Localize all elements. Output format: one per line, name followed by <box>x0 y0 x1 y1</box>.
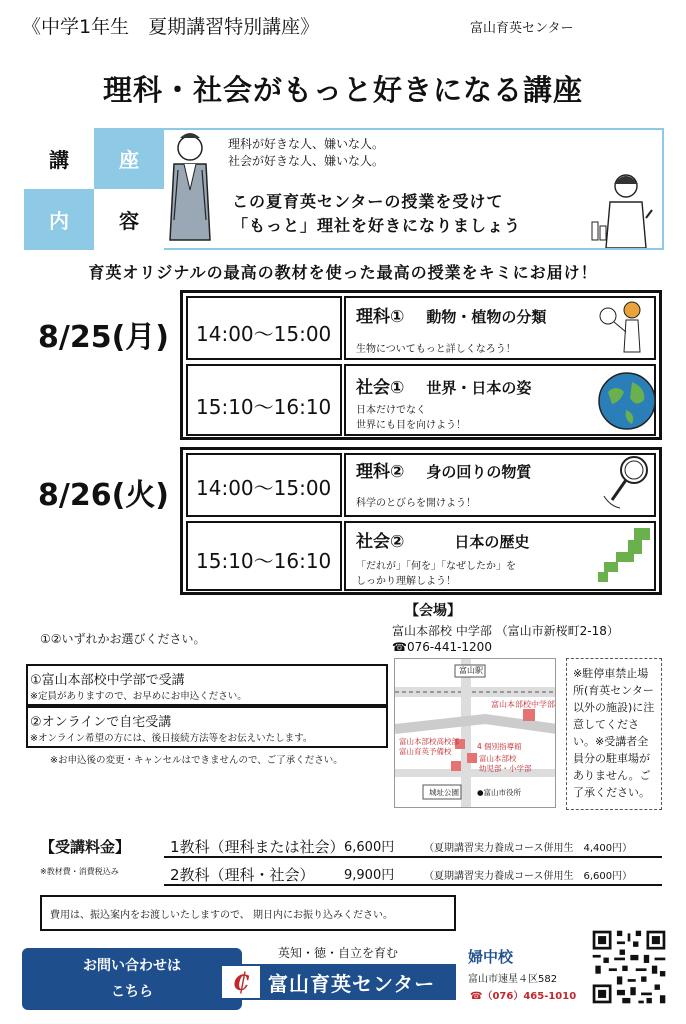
date-day1: 8/25(月) <box>38 320 170 355</box>
description: 生物についてもっと詳しくなろう！ <box>356 344 516 355</box>
cancel-note: ※お申込後の変更・キャンセルはできませんので、ご了承ください。 <box>50 755 343 766</box>
venue-address: 富山本部校 中学部 （富山市新桜町2-18） <box>392 624 619 638</box>
parking-note: ※駐停車禁止場所(育英センター以外の施設)に注意してください。※受講者全員分の駐車場がありません。ご了承ください。 <box>566 658 662 810</box>
qr-code-icon[interactable] <box>590 928 668 1006</box>
description: 科学のとびらを開けよう！ <box>356 498 476 509</box>
venue-phone: ☎076-441-1200 <box>392 640 492 654</box>
scientist-illustration <box>588 170 660 248</box>
course-message: この夏育英センターの授業を受けて 「もっと」理社を好きになりましょう <box>232 192 522 235</box>
branch-address: 富山市速星４区582 <box>468 974 558 985</box>
fee-heading: 【受講料金】 <box>40 838 131 856</box>
field-researcher-icon <box>598 298 652 358</box>
time-slot: 15:10～16:10 <box>196 549 332 573</box>
branch-name: 婦中校 <box>468 948 514 966</box>
venue-map <box>394 658 556 808</box>
subject: 社会① 世界・日本の姿 <box>356 378 532 398</box>
fee-row: 1教科（理科または社会） 6,600円 （夏期講習実力養成コース併用生 4,400円） <box>164 832 662 858</box>
course-content-label <box>24 128 164 250</box>
program-name: 《中学1年生 夏期講習特別講座》 <box>22 16 320 38</box>
tagline: 育英オリジナルの最高の教材を使った最高の授業をキミにお届け！ <box>88 263 598 282</box>
label-char: 講 <box>24 128 94 189</box>
fee-tax-note: ※教材費・消費税込み <box>40 867 119 876</box>
subject: 理科① 動物・植物の分類 <box>356 307 547 327</box>
japan-map-icon <box>596 524 658 586</box>
intro-text: 理科が好きな人、嫌いな人。 社会が好きな人、嫌いな人。 <box>228 137 385 168</box>
time-slot: 14:00～15:00 <box>196 322 332 346</box>
map-roads <box>395 659 556 808</box>
label-char: 座 <box>94 128 164 189</box>
map-prep-school: 富山本部校高校部 富山育英予備校 <box>399 737 459 756</box>
branch-phone: ☎（076）465-1010 <box>470 991 577 1002</box>
choose-instruction: ①②いずれかお選びください。 <box>40 632 206 646</box>
option-online: ②オンラインで自宅受講 ※オンライン希望の方には、後日接続方法等をお伝えいたします。 <box>26 706 388 748</box>
description: 「だれが」「何を」「なぜしたか」を しっかり理解しよう！ <box>356 561 516 587</box>
time-slot: 15:10～16:10 <box>196 395 332 419</box>
teacher-illustration <box>160 130 222 248</box>
label-char: 内 <box>24 189 94 250</box>
map-elementary: 富山本部校 幼児部・小学部 <box>479 754 532 773</box>
time-slot: 14:00～15:00 <box>196 476 332 500</box>
date-day2: 8/26(火) <box>38 478 170 513</box>
map-park: 城址公園 <box>429 788 459 797</box>
description: 日本だけでなく 世界にも目を向けよう！ <box>356 405 466 431</box>
contact-button[interactable]: お問い合わせは こちら <box>22 948 242 1010</box>
subject: 理科② 身の回りの物質 <box>356 462 532 482</box>
organizer-name: 富山育英センター <box>470 21 574 36</box>
motto: 英知・徳・自立を育む <box>278 946 399 960</box>
map-station: 富山駅 <box>459 666 483 675</box>
globe-icon <box>596 370 658 432</box>
map-cityhall: ●富山市役所 <box>477 788 522 797</box>
payment-note: 費用は、振込案内をお渡しいたしますので、 期日内にお振り込みください。 <box>40 895 456 931</box>
subject: 社会② 日本の歴史 <box>356 532 530 552</box>
logo-mark-icon: ₵ <box>222 966 260 998</box>
fee-row: 2教科（理科・社会） 9,900円 （夏期講習実力養成コース併用生 6,600円） <box>164 860 662 886</box>
magnifier-icon <box>600 452 654 514</box>
label-char: 容 <box>94 189 164 250</box>
page-title: 理科・社会がもっと好きになる講座 <box>102 73 583 107</box>
logo-text: 富山育英センター <box>268 972 436 996</box>
map-kobetsu: 4 個別指導館 <box>477 742 522 751</box>
map-school: 富山本部校中学部 <box>491 700 555 709</box>
venue-heading: 【会場】 <box>405 603 461 619</box>
option-in-person: ①富山本部校中学部で受講 ※定員がありますので、お早めにお申込ください。 <box>26 664 388 706</box>
